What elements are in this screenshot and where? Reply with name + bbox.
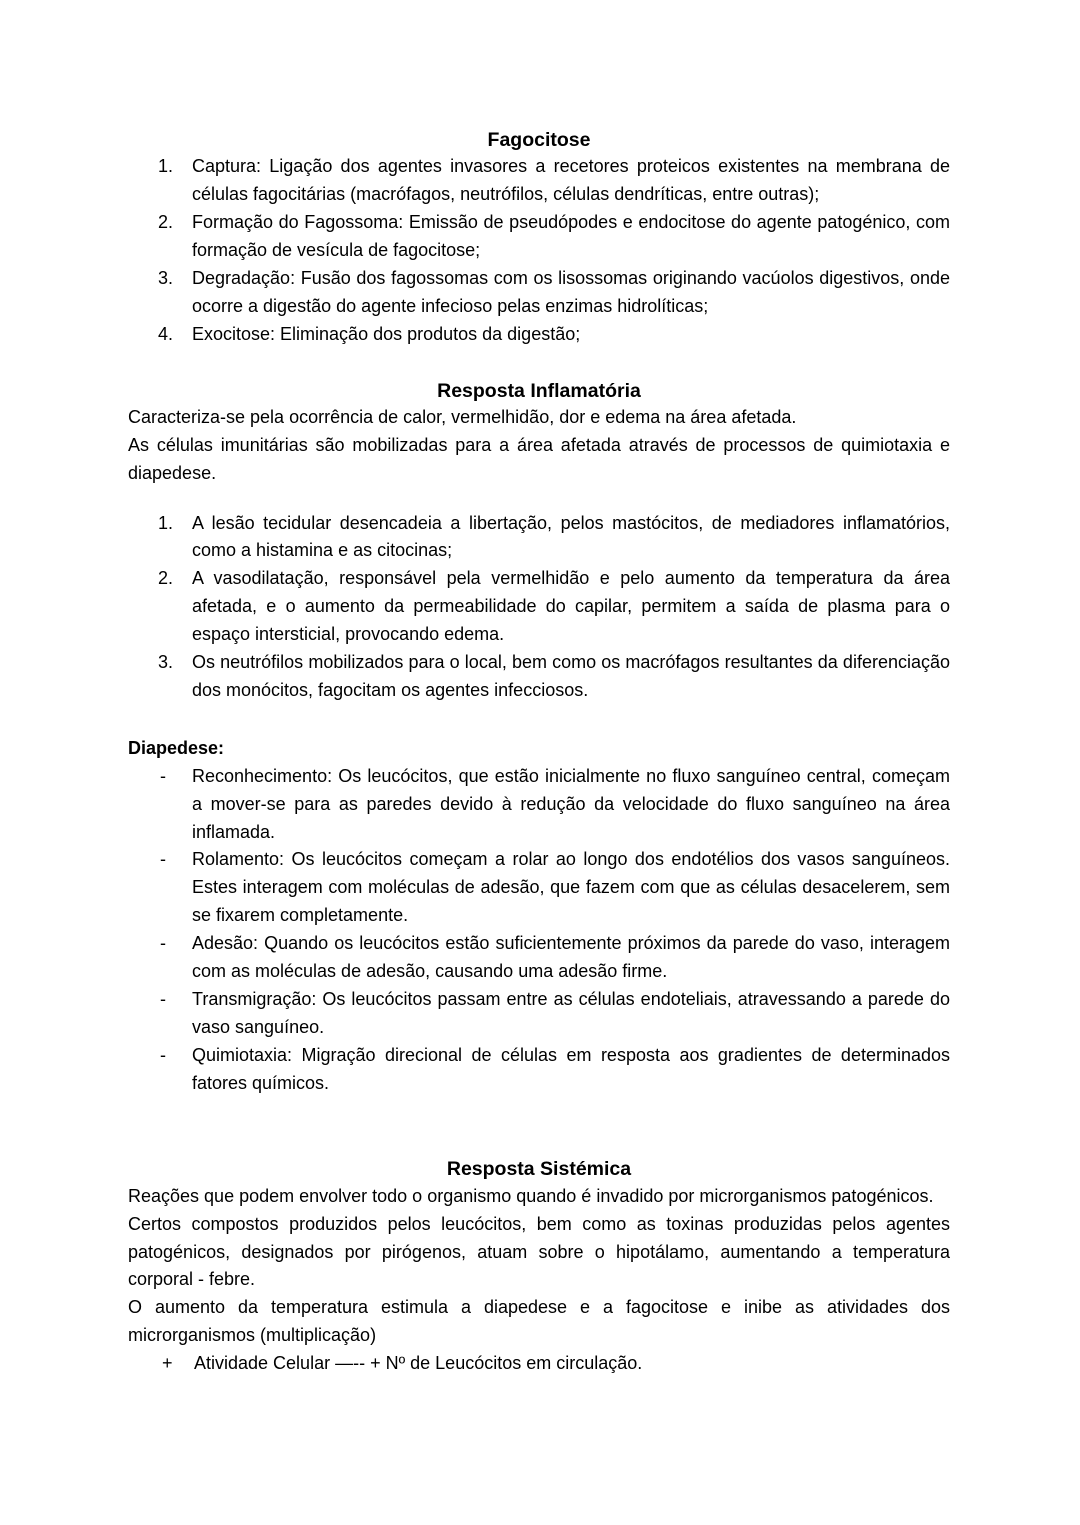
list-item: [128, 565, 950, 649]
list-item-text: Transmigração: Os leucócitos passam entre as células endoteliais, atravessando a parede do vaso sanguíneo.: [192, 988, 950, 1037]
list-item: [128, 986, 950, 1042]
list-item-text: Degradação: Fusão dos fagossomas com os lisossomas originando vacúolos digestivos, onde ocorre a digestão do agente infecioso pelas enzimas hidrolíticas;: [192, 267, 950, 316]
list-item-text: Captura: Ligação dos agentes invasores a recetores proteicos existentes na membrana de células fagocitárias (macrófagos, neutrófilos, células dendríticas, entre outras);: [192, 156, 950, 205]
diapedese-steps-list: [128, 763, 950, 1098]
list-marker-3: 3.: [158, 652, 174, 673]
list-item: [128, 1042, 950, 1098]
list-item: [128, 846, 950, 930]
paragraph: Reações que podem envolver todo o organismo quando é invadido por microrganismos patogénicos.: [128, 1185, 934, 1206]
section-gap-large: [128, 1097, 950, 1157]
list-item-text: A lesão tecidular desencadeia a libertação, pelos mastócitos, de mediadores inflamatórios, como a histamina e as citocinas;: [192, 512, 950, 561]
list-marker-dash: -: [160, 849, 166, 870]
list-marker-dash: -: [160, 1044, 166, 1065]
list-marker-2: 2.: [158, 212, 174, 233]
list-item-text: Quimiotaxia: Migração direcional de células em resposta aos gradientes de determinados fatores químicos.: [192, 1044, 950, 1093]
paragraph: Caracteriza-se pela ocorrência de calor, vermelhidão, dor e edema na área afetada.: [128, 406, 797, 427]
section-heading-resposta-sistemica: Resposta Sistémica: [446, 1158, 632, 1181]
list-marker-1: 1.: [158, 512, 174, 533]
fagocitose-steps-list: [128, 153, 950, 348]
list-item-text: Exocitose: Eliminação dos produtos da digestão;: [192, 323, 581, 344]
list-marker-dash: -: [160, 988, 166, 1009]
section-gap: [128, 705, 950, 735]
list-item: [128, 209, 950, 265]
list-marker-1: 1.: [158, 156, 174, 177]
list-item: [128, 1350, 950, 1378]
resposta-sistemica-notes-list: [128, 1350, 950, 1378]
list-item: [128, 321, 950, 349]
list-marker-4: 4.: [158, 323, 174, 344]
list-item-text: Os neutrófilos mobilizados para o local, bem como os macrófagos resultantes da diferenciação dos monócitos, fagocitam os agentes infecciosos.: [192, 652, 950, 700]
list-marker-2: 2.: [158, 568, 174, 589]
paragraph: As células imunitárias são mobilizadas para a área afetada através de processos de quimiotaxia e diapedese.: [128, 434, 950, 483]
section-heading-resposta-inflamatoria: Resposta Inflamatória: [437, 379, 641, 402]
subsection-label-diapedese: Diapedese:: [128, 737, 225, 758]
list-marker-dash: -: [160, 765, 166, 786]
top-margin-spacer: [128, 0, 950, 128]
list-item-text: Reconhecimento: Os leucócitos, que estão inicialmente no fluxo sanguíneo central, começam a mover-se para as paredes devido à redução da velocidade do fluxo sanguíneo na área inflamada.: [192, 765, 950, 842]
document-content: [128, 0, 950, 1378]
list-item-text: A vasodilatação, responsável pela vermelhidão e pelo aumento da temperatura da área afetada, e o aumento da permeabilidade do capilar, permitem a saída de plasma para o espaço intersticial, provocando edema.: [192, 568, 950, 645]
list-marker-plus: +: [162, 1353, 173, 1374]
section-gap: [128, 349, 950, 379]
list-item: [128, 510, 950, 566]
list-item-text: Formação do Fagossoma: Emissão de pseudópodes e endocitose do agente patogénico, com formação de vesícula de fagocitose;: [192, 212, 950, 261]
list-item: [128, 930, 950, 986]
list-item: [128, 763, 950, 847]
list-item: [128, 153, 950, 209]
paragraph-gap: [128, 488, 950, 510]
list-item-text: Rolamento: Os leucócitos começam a rolar ao longo dos endotélios dos vasos sanguíneos. Estes interagem com moléculas de adesão, que fazem com que as células desacelerem, sem se fixarem completamente.: [192, 849, 950, 926]
section-heading-fagocitose: Fagocitose: [487, 129, 591, 151]
paragraph: Certos compostos produzidos pelos leucócitos, bem como as toxinas produzidas pelos agentes patogénicos, designados por pirógenos, atuam sobre o hipotálamo, aumentando a temperatura corporal - febre.: [128, 1213, 950, 1290]
list-marker-dash: -: [160, 933, 166, 954]
list-item-text: Atividade Celular —-- + Nº de Leucócitos em circulação.: [194, 1353, 643, 1374]
paragraph: O aumento da temperatura estimula a diapedese e a fagocitose e inibe as atividades dos microrganismos (multiplicação): [128, 1297, 950, 1346]
list-marker-3: 3.: [158, 267, 174, 288]
list-item-text: Adesão: Quando os leucócitos estão suficientemente próximos da parede do vaso, interagem com as moléculas de adesão, causando uma adesão firme.: [192, 933, 950, 981]
list-item: [128, 265, 950, 321]
list-item: [128, 649, 950, 705]
resposta-inflamatoria-steps-list: [128, 510, 950, 705]
